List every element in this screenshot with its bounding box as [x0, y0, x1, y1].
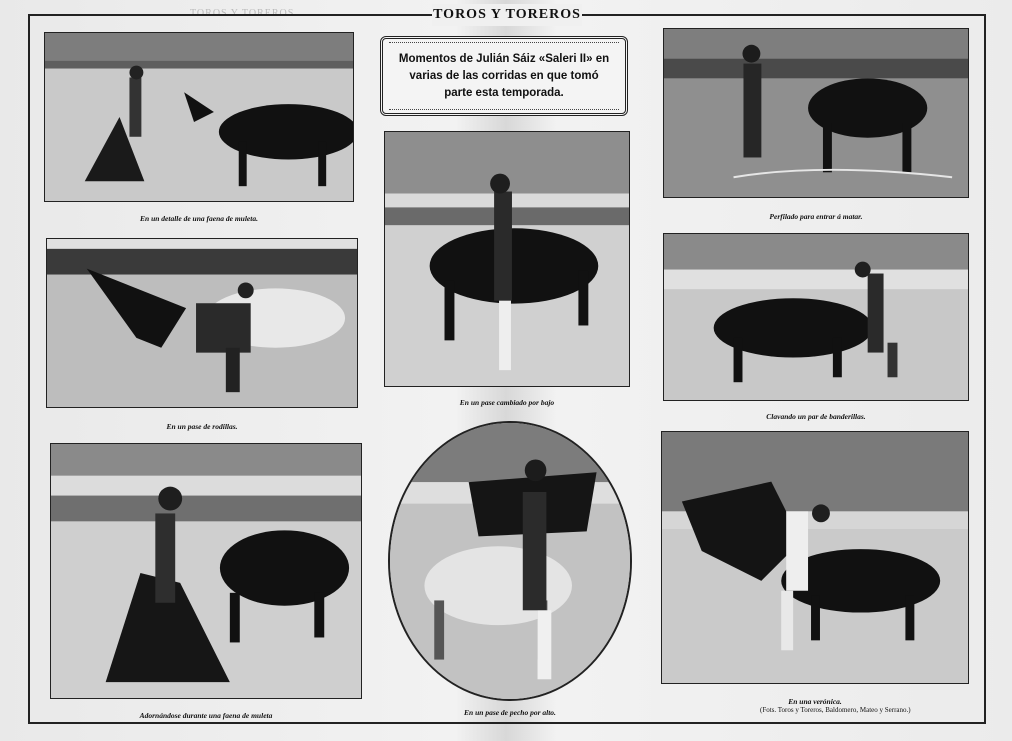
caption-muleta-detail: En un detalle de una faena de muleta. — [140, 214, 258, 223]
photo-profiled — [663, 28, 969, 198]
ghost-bleed-title: TOROS Y TOREROS — [190, 8, 295, 19]
caption-high-pass: En un pase de pecho por alto. — [464, 708, 556, 717]
intro-text: Momentos de Julián Sáiz «Saleri II» en varias de las corridas en que tomó parte esta temporada. — [398, 52, 610, 99]
caption-profiled: Perfilado para entrar á matar. — [769, 212, 863, 221]
page-title: TOROS Y TOREROS — [432, 4, 582, 26]
caption-adorning: Adornándose durante una faena de muleta — [139, 711, 273, 720]
caption-kneeling-pass: En un pase de rodillas. — [166, 422, 238, 431]
caption-veronica: En una verónica. — [788, 697, 842, 706]
caption-banderillas: Clavando un par de banderillas. — [766, 412, 866, 421]
photo-banderillas — [663, 233, 969, 401]
photo-credit: (Fots. Toros y Toreros, Baldomero, Mateo y Serrano.) — [760, 706, 911, 714]
caption-low-pass: En un pase cambiado por bajo — [459, 398, 555, 407]
photo-kneeling-pass — [46, 238, 358, 408]
photo-low-pass — [384, 131, 630, 387]
photo-high-pass — [388, 421, 632, 701]
photo-veronica — [661, 431, 969, 684]
photo-adorning — [50, 443, 362, 699]
photo-muleta-detail — [44, 32, 354, 202]
intro-caption-box — [380, 36, 628, 116]
